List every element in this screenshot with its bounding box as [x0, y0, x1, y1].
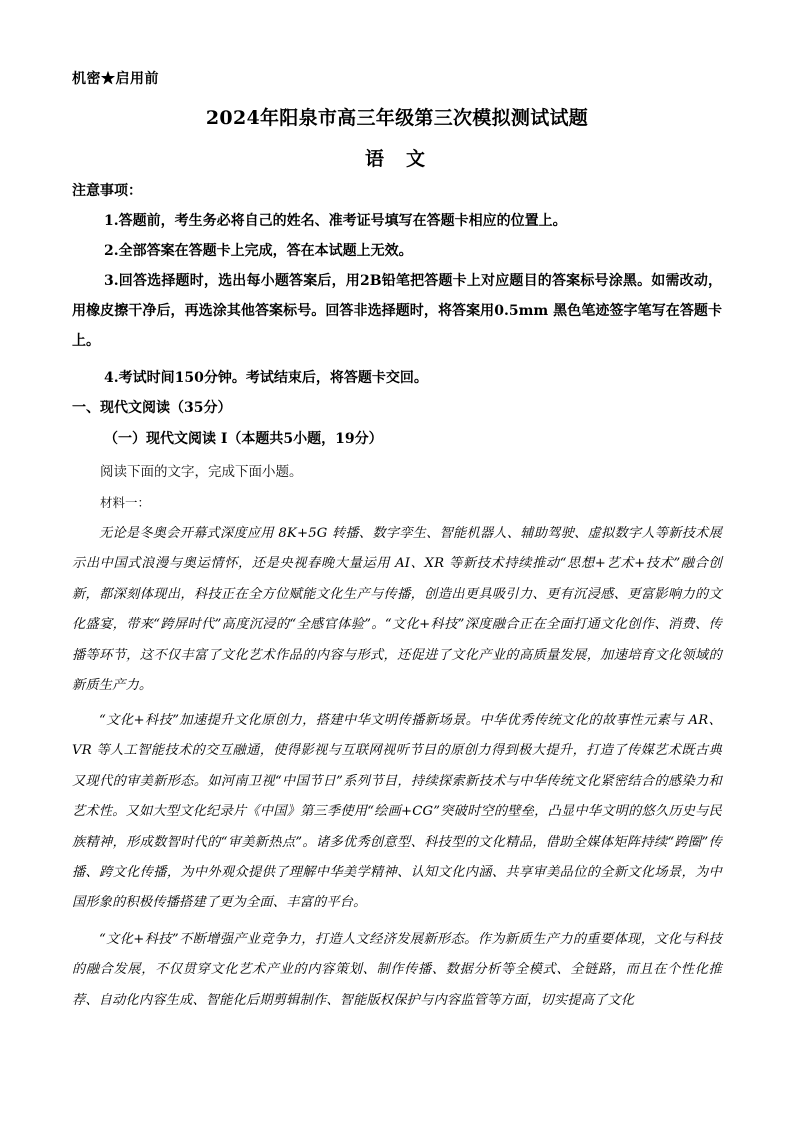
exam-title: 2024年阳泉市高三年级第三次模拟测试试题	[205, 107, 589, 129]
notes-heading: 注意事项：	[72, 183, 142, 199]
subsection-heading: （一）现代文阅读 I（本题共5小题，19分）	[104, 431, 383, 447]
confidential-mark: 机密★启用前	[72, 71, 159, 87]
subject-title: 语文	[364, 148, 447, 170]
note-item-2: 2.全部答案在答题卡上完成，答在本试题上无效。	[104, 243, 413, 259]
section-heading: 一、现代文阅读（35分）	[72, 400, 232, 416]
material-label: 材料一：	[100, 495, 151, 510]
note-item-1: 1.答题前，考生务必将自己的姓名、准考证号填写在答题卡相应的位置上。	[104, 213, 567, 229]
passage-paragraph-1: 无论是冬奥会开幕式深度应用 8K+5G 转播、数字孪生、智能机器人、辅助驾驶、虚拟数字人等新技术展示出中国式浪漫与奥运情怀，还是央视春晚大量运用 AI、XR 等新技术持续推动“思想+艺术+技术”融合创新，都深刻体现出，科技正在全方位赋能文化生产与传播，创造出更具吸引力、更有沉浸感、更富影响力的文化盛宴，带来“跨屏时代”高度沉浸的“全感官体验”。“文化+科技”深度融合正在全面打通文化创作、消费、传播等环节，这不仅丰富了文化艺术作品的内容与形式，还促进了文化产业的高质量发展，加速培育文化领域的新质生产力。	[72, 526, 722, 694]
reading-instruction: 阅读下面的文字，完成下面小题。	[100, 464, 303, 480]
note-item-4: 4.考试时间150分钟。考试结束后，将答题卡交回。	[104, 370, 428, 386]
passage-paragraph-2: “文化+科技”加速提升文化原创力，搭建中华文明传播新场景。中华优秀传统文化的故事性元素与 AR、VR 等人工智能技术的交互融通，使得影视与互联网视听节目的原创力得到极大提升，打造了传媒艺术既古典又现代的审美新形态。如河南卫视“中国节日”系列节目，持续探索新技术与中华传统文化紧密结合的感染力和艺术性。又如大型文化纪录片《中国》第三季使用“绘画+CG”突破时空的壁垒，凸显中华文明的悠久历史与民族精神，形成数智时代的“审美新热点”。诸多优秀创意型、科技型的文化精品，借助全媒体矩阵持续“跨圈”传播、跨文化传播，为中外观众提供了理解中华美学精神、认知文化内涵、共享审美品位的全新文化场景，为中国形象的积极传播搭建了更为全面、丰富的平台。	[72, 713, 722, 911]
note-item-3: 3.回答选择题时，选出每小题答案后，用2B铅笔把答题卡上对应题目的答案标号涂黑。如需改动，用橡皮擦干净后，再选涂其他答案标号。回答非选择题时，将答案用0.5mm 黑色笔迹签字笔写在答题卡上。	[72, 273, 722, 349]
passage-paragraph-3: “文化+科技”不断增强产业竞争力，打造人文经济发展新形态。作为新质生产力的重要体现，文化与科技的融合发展，不仅贯穿文化艺术产业的内容策划、制作传播、数据分析等全模式、全链路，而且在个性化推荐、自动化内容生成、智能化后期剪辑制作、智能版权保护与内容监管等方面，切实提高了文化	[72, 932, 722, 1008]
